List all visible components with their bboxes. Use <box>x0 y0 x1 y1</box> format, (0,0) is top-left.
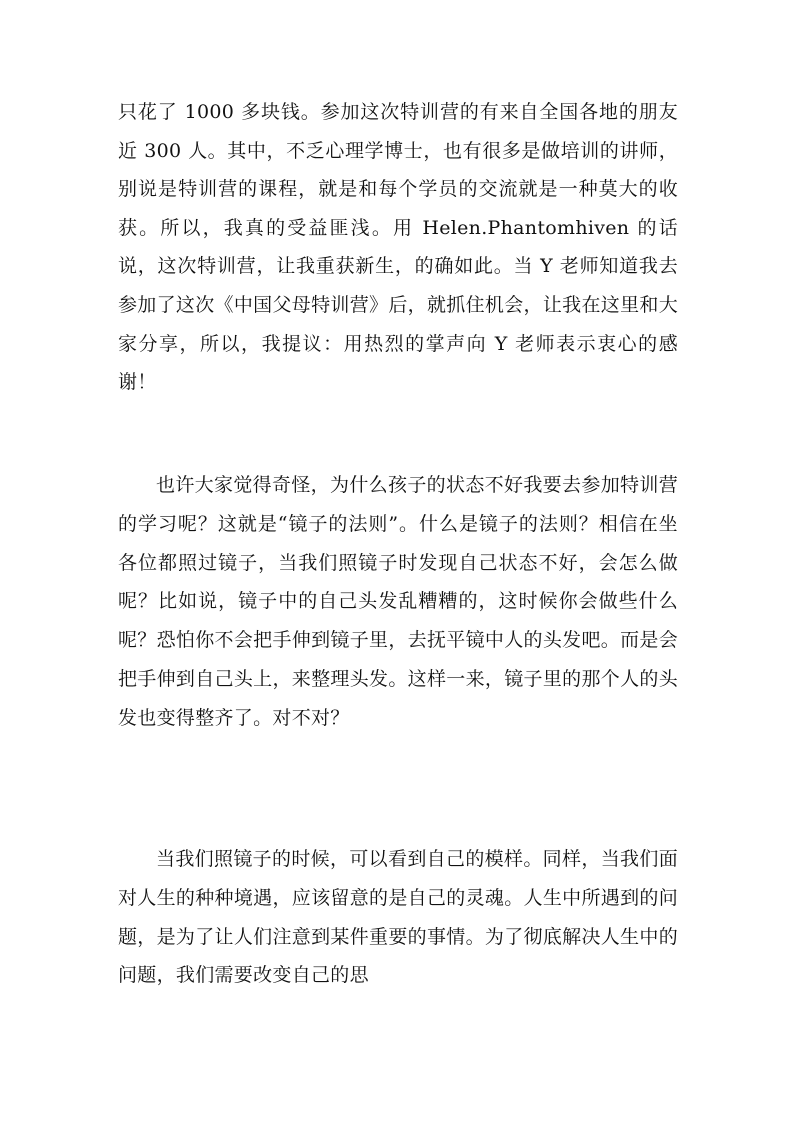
paragraph-1-text: 只花了 1000 多块钱。参加这次特训营的有来自全国各地的朋友近 300 人。其中，不乏心理学博士，也有很多是做培训的讲师，别说是特训营的课程，就是和每个学员的交流就是一种莫大的收获。所以，我真的受益匪浅。用 Helen.Phantomhiven 的话说，这次特训营，让我重获新生，的确如此。当 Y 老师知道我去参加了这次《中国父母特训营》后，就抓住机会，让我在这里和大家分享，所以，我提议：用热烈的掌声向 Y 老师表示衷心的感谢！ <box>118 101 678 394</box>
paragraph-1 <box>118 93 678 402</box>
paragraph-2 <box>118 466 678 738</box>
paragraph-3 <box>118 840 678 995</box>
paragraph-3-text: 当我们照镜子的时候，可以看到自己的模样。同样，当我们面对人生的种种境遇，应该留意的是自己的灵魂。人生中所遇到的问题，是为了让人们注意到某件重要的事情。为了彻底解决人生中的问题，我们需要改变自己的思 <box>118 848 678 987</box>
paragraph-2-text: 也许大家觉得奇怪，为什么孩子的状态不好我要去参加特训营的学习呢？这就是“镜子的法则”。什么是镜子的法则？相信在坐各位都照过镜子，当我们照镜子时发现自己状态不好，会怎么做呢？比如说，镜子中的自己头发乱糟糟的，这时候你会做些什么呢？恐怕你不会把手伸到镜子里，去抚平镜中人的头发吧。而是会把手伸到自己头上，来整理头发。这样一来，镜子里的那个人的头发也变得整齐了。对不对？ <box>118 474 678 729</box>
